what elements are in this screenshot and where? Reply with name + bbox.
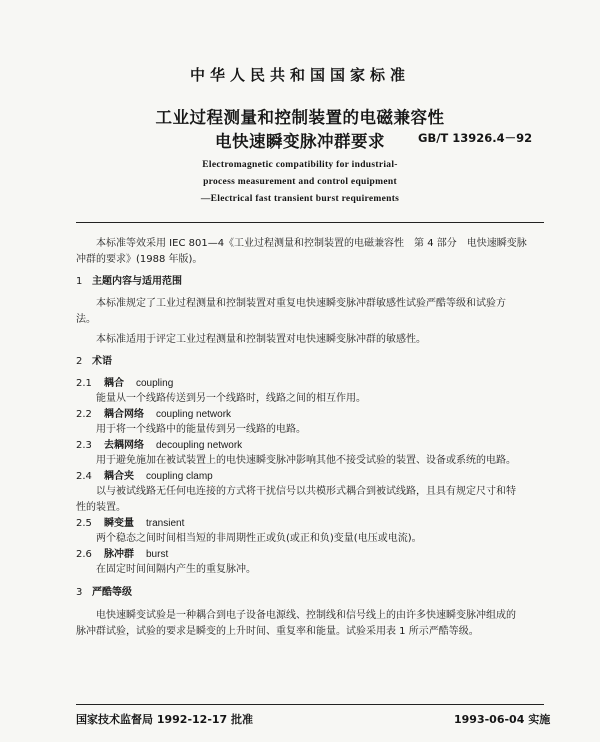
term-2-1-definition: 能量从一个线路传送到另一个线路时，线路之间的相互作用。 [96,393,366,404]
section1-heading [76,274,182,290]
term-2-3-definition: 用于避免施加在被试装置上的电快速瞬变脉冲影响其他不接受试验的装置、设备或系统的电路。 [96,455,516,466]
term-2-6 [76,547,544,563]
title-cn-line1: 工业过程测量和控制装置的电磁兼容性 [155,108,445,127]
term-cn: 脉冲群 [104,549,134,560]
term-2-4-definition: 以与被试线路无任何电连接的方式将干扰信号以共模形式耦合到被试线路，且具有规定尺寸和特 [96,486,516,497]
term-number: 2.4 [76,471,92,482]
term-en: decoupling network [156,440,243,451]
approval-date: 国家技术监督局 1992-12-17 批准 [76,713,254,726]
term-cn: 瞬变量 [104,518,134,529]
term-2-1 [76,376,544,392]
term-cn: 耦合网络 [104,409,144,420]
standard-number: GB/T 13926.4－92 [418,131,533,145]
term-number: 2.5 [76,518,92,529]
title-en-line1: Electromagnetic compatibility for industrial- [202,160,398,170]
intro-line2: 冲群的要求》(1988 年版)。 [76,254,203,265]
term-cn: 去耦网络 [104,440,144,451]
intro-line1: 本标准等效采用 IEC 801—4《工业过程测量和控制装置的电磁兼容性 第 4 部分 电快速瞬变脉 [96,238,527,249]
section1-para2: 本标准适用于评定工业过程测量和控制装置对电快速瞬变脉冲群的敏感性。 [96,334,426,345]
section3-heading [76,585,132,601]
term-2-5 [76,516,544,532]
section2-title: 术语 [92,356,112,367]
term-number: 2.6 [76,549,92,560]
term-2-2 [76,407,544,423]
term-en: coupling [136,378,174,389]
section3-title: 严酷等级 [92,587,132,598]
term-2-2-definition: 用于将一个线路中的能量传到另一线路的电路。 [96,424,306,435]
term-2-3 [76,438,544,454]
section3-line1: 电快速瞬变试验是一种耦合到电子设备电源线、控制线和信号线上的由许多快速瞬变脉冲组成的 [96,610,516,621]
section2-number: 2 [76,356,83,367]
section1-title: 主题内容与适用范围 [92,276,182,287]
national-standard-heading: 中华人民共和国国家标准 [189,66,410,84]
implementation-date: 1993-06-04 实施 [454,713,551,726]
title-en-line2: process measurement and control equipment [203,177,397,187]
term-2-4 [76,469,544,485]
term-cn: 耦合夹 [104,471,134,482]
term-2-4-definition-cont: 性的装置。 [76,502,126,513]
term-en: burst [146,549,169,560]
section1-para1-line2: 法。 [76,314,96,325]
section2-heading [76,354,112,370]
section3-paragraph [76,608,544,640]
term-2-6-definition: 在固定时间间隔内产生的重复脉冲。 [96,564,256,575]
title-en-line3: —Electrical fast transient burst requirements [200,194,400,204]
section1-para1-line1: 本标准规定了工业过程测量和控制装置对重复电快速瞬变脉冲群敏感性试验严酷等级和试验方 [96,298,506,309]
intro-paragraph [76,236,544,268]
term-en: transient [146,518,185,529]
top-divider [76,222,544,223]
term-number: 2.3 [76,440,92,451]
term-en: coupling clamp [146,471,213,482]
term-en: coupling network [156,409,232,420]
term-cn: 耦合 [104,378,124,389]
section3-line2: 脉冲群试验，试验的要求是瞬变的上升时间、重复率和能量。试验采用表 1 所示严酷等级。 [76,626,479,637]
section1-para1 [76,296,544,328]
section3-number: 3 [76,587,83,598]
term-2-5-definition: 两个稳态之间时间相当短的非周期性正或负(或正和负)变量(电压或电流)。 [96,533,422,544]
title-cn-line2: 电快速瞬变脉冲群要求 [215,132,385,151]
term-number: 2.1 [76,378,92,389]
term-number: 2.2 [76,409,92,420]
section1-number: 1 [76,276,83,287]
bottom-divider [76,704,544,705]
